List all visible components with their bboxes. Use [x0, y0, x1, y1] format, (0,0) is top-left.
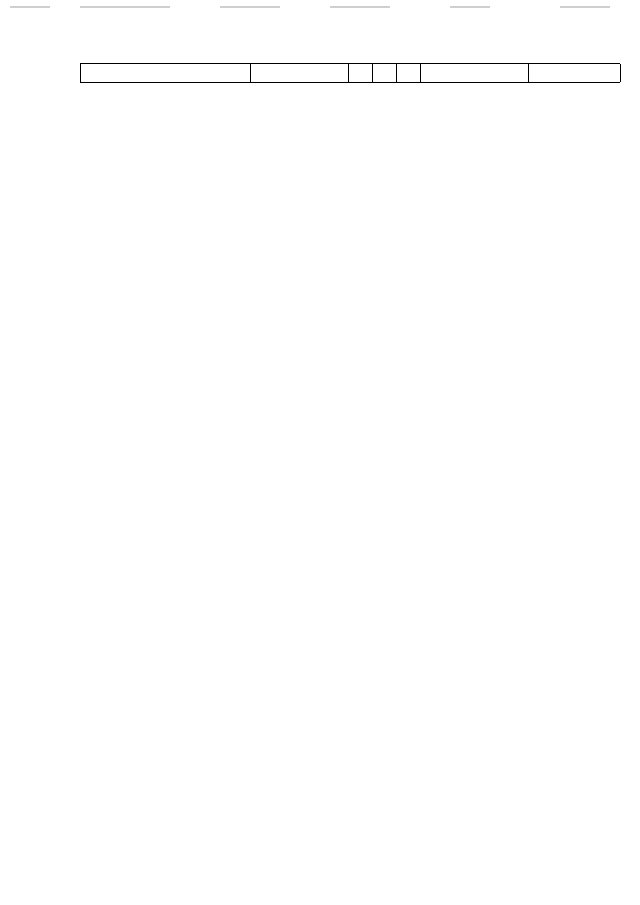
scan-artifact: [450, 6, 490, 8]
scan-artifact: [80, 6, 170, 8]
header-col-5: [396, 64, 421, 82]
header-col-2: [250, 64, 349, 82]
header-col-1: [80, 64, 251, 82]
header-col-7: [528, 64, 621, 82]
table-header: [80, 63, 620, 83]
header-col-6: [420, 64, 529, 82]
scan-artifact: [330, 6, 390, 8]
header-col-4: [372, 64, 397, 82]
scan-artifact: [10, 6, 50, 8]
header-col-3: [348, 64, 373, 82]
scan-artifact: [560, 6, 610, 8]
scan-artifact: [220, 6, 280, 8]
